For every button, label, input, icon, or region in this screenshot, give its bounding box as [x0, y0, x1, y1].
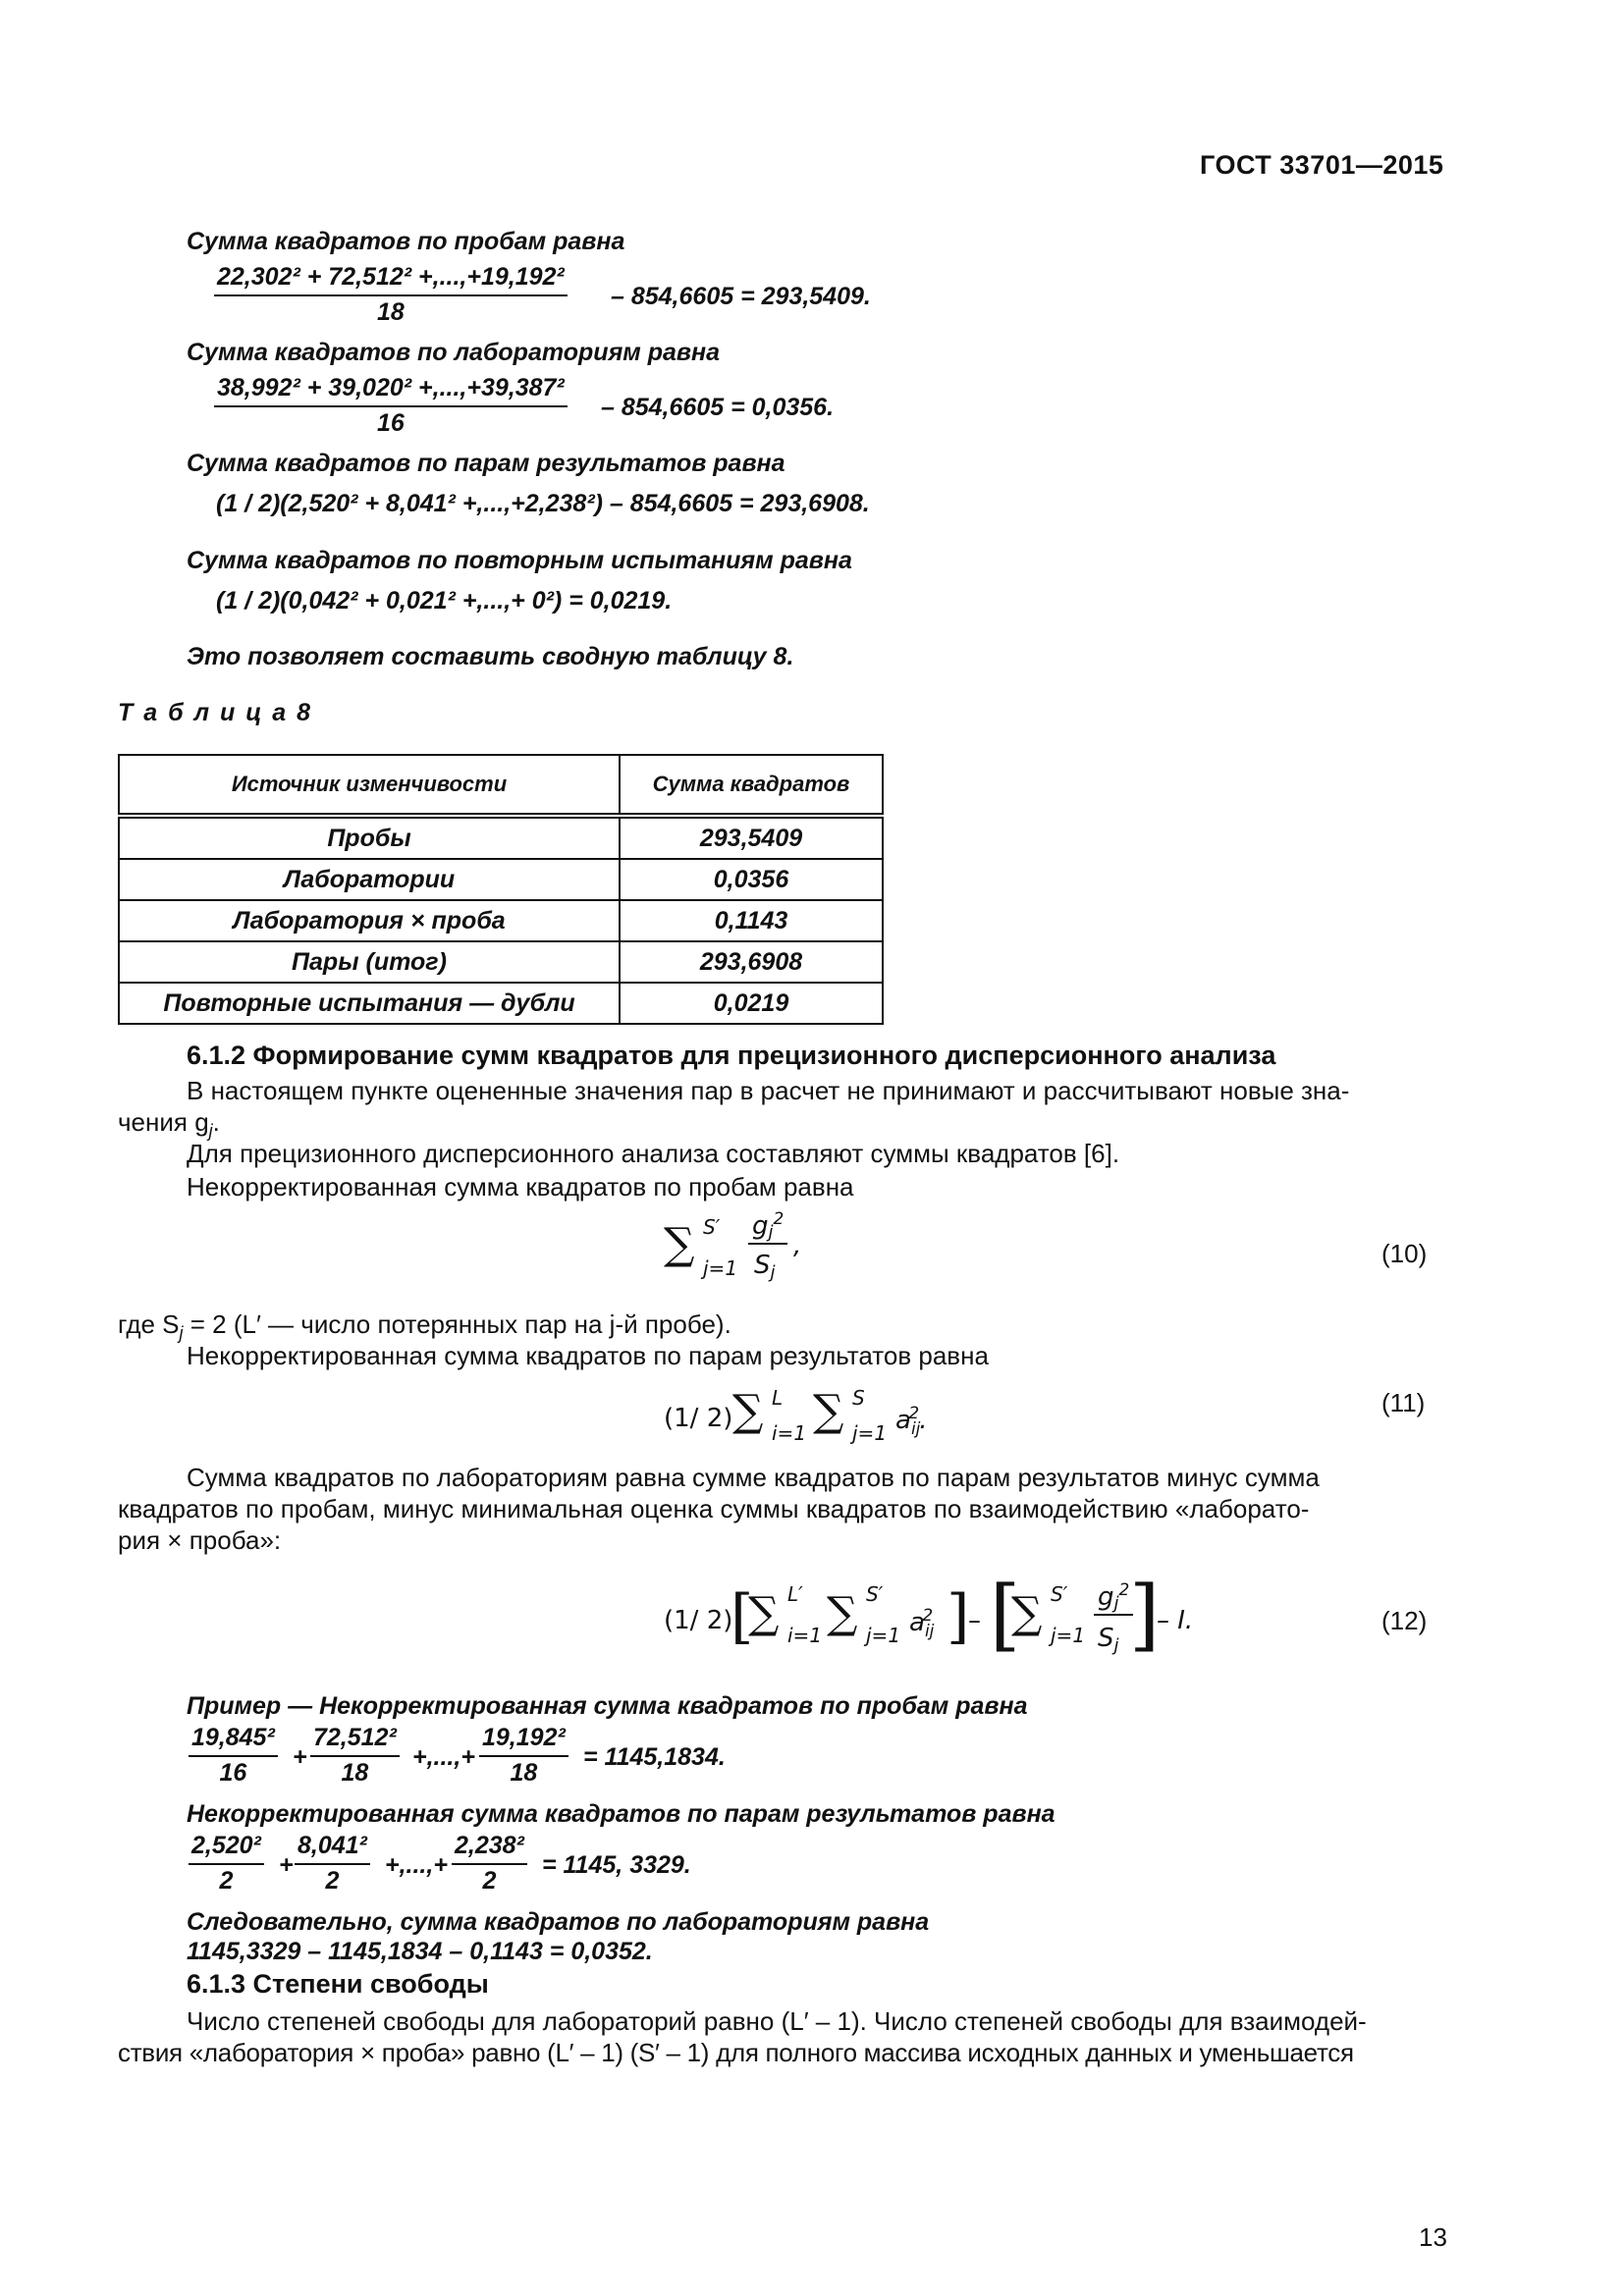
fraction	[189, 1832, 264, 1896]
fraction-numerator: 19,845²	[189, 1724, 278, 1757]
paragraph-line: Для прецизионного дисперсионного анализа составляют суммы квадратов [6].	[187, 1139, 1120, 1168]
labs-fraction	[214, 374, 568, 438]
fraction-denominator: 2	[482, 1867, 497, 1895]
equation-11: (1/ 2) ∑ L i=1 ∑ S j=1 $a_{ij}^2$.	[664, 1386, 928, 1445]
paragraph-line	[118, 1309, 731, 1344]
paragraph-line: ствия «лаборатория × проба» равно (L′ – 1) (S′ – 1) для полного массива исходных данных и уменьшается	[118, 2038, 1354, 2067]
fraction	[479, 1724, 568, 1788]
labs-label: Сумма квадратов по лабораториям равна	[187, 339, 721, 366]
equation-number: (12)	[1381, 1606, 1428, 1635]
cell-value: 293,5409	[620, 816, 883, 859]
paragraph-line: Число степеней свободы для лабораторий равно (L′ – 1). Число степеней свободы для взаимодей-	[187, 2006, 1367, 2036]
column-header-source: Источник изменчивости	[119, 755, 620, 816]
fraction-numerator: 72,512²	[310, 1724, 400, 1757]
example-label: Следовательно, сумма квадратов по лабораториям равна	[187, 1908, 930, 1936]
paragraph-line	[118, 1107, 220, 1142]
fraction	[310, 1724, 400, 1788]
cell-value: 0,0356	[620, 859, 883, 900]
fraction-denominator: 2	[325, 1867, 340, 1895]
document-number: ГОСТ 33701—2015	[1200, 150, 1444, 180]
table-row	[119, 983, 883, 1024]
paragraph-line: Сумма квадратов по лабораториям равна сумме квадратов по парам результатов минус сумма	[187, 1463, 1320, 1492]
fraction-denominator: 18	[376, 298, 405, 326]
cell-source: Повторные испытания — дубли	[119, 983, 620, 1024]
cell-source: Лаборатории	[119, 859, 620, 900]
fraction-numerator: 22,302² + 72,512² +,...,+19,192²	[214, 263, 568, 296]
section-heading-6-1-3: 6.1.3 Степени свободы	[187, 1969, 489, 1999]
conclusion-text: Это позволяет составить сводную таблицу 8.	[187, 643, 794, 670]
cell-source: Пробы	[119, 816, 620, 859]
samples-label: Сумма квадратов по пробам равна	[187, 228, 625, 255]
paragraph-line: рия × проба»:	[118, 1525, 282, 1555]
example-label: Некорректированная сумма квадратов по парам результатов равна	[187, 1800, 1056, 1828]
text-fragment: .	[212, 1107, 220, 1137]
fraction-numerator: 2,238²	[452, 1832, 527, 1865]
table-row	[119, 941, 883, 983]
subscript: j	[208, 1121, 213, 1142]
example-result: 1145,3329 – 1145,1834 – 0,1143 = 0,0352.	[187, 1938, 653, 1965]
table-row	[119, 900, 883, 941]
fraction-denominator: 18	[341, 1759, 369, 1787]
pairs-label: Сумма квадратов по парам результатов равна	[187, 450, 785, 477]
fraction-denominator: 18	[510, 1759, 538, 1787]
fraction-numerator: 19,192²	[479, 1724, 568, 1757]
text-fragment: чения g	[118, 1107, 209, 1137]
fraction-denominator: 16	[376, 409, 405, 437]
pairs-expression: (1 / 2)(2,520² + 8,041² +,...,+2,238²) – 854,6605 = 293,6908.	[216, 490, 870, 517]
paragraph-line: В настоящем пункте оцененные значения пар в расчет не принимают и рассчитывают новые зна-	[187, 1076, 1350, 1105]
fraction-numerator: 8,041²	[295, 1832, 370, 1865]
cell-source: Пары (итог)	[119, 941, 620, 983]
fraction-denominator: 16	[219, 1759, 247, 1787]
equation-number: (11)	[1381, 1388, 1426, 1417]
example-label: Пример — Некорректированная сумма квадратов по пробам равна	[187, 1692, 1028, 1720]
table-8	[118, 754, 884, 1025]
column-header-sum: Сумма квадратов	[620, 755, 883, 816]
text-fragment: где S	[118, 1309, 180, 1339]
equation-10: ∑ S′ j=1 $gj^2$ Sj ,	[664, 1209, 802, 1283]
samples-fraction	[214, 263, 568, 327]
fraction-numerator: 38,992² + 39,020² +,...,+39,387²	[214, 374, 568, 407]
labs-result: – 854,6605 = 0,0356.	[601, 394, 835, 421]
fraction-denominator: 2	[219, 1867, 234, 1895]
table-row	[119, 816, 883, 859]
cell-value: 0,1143	[620, 900, 883, 941]
cell-value: 0,0219	[620, 983, 883, 1024]
equation-12: (1/ 2) [ ∑ L′ i=1 ∑ S′ j=1 $a_{ij}^2$ ] – [ ∑ S′ j=1 $gj^2$	[664, 1569, 1135, 1677]
samples-result: – 854,6605 = 293,5409.	[611, 283, 871, 310]
table-caption: Т а б л и ц а 8	[118, 699, 313, 726]
equation-number: (10)	[1381, 1239, 1428, 1268]
section-heading-6-1-2: 6.1.2 Формирование сумм квадратов для прецизионного дисперсионного анализа	[187, 1041, 1276, 1070]
example-result: = 1145, 3329.	[542, 1851, 691, 1879]
cell-source: Лаборатория × проба	[119, 900, 620, 941]
text-fragment: = 2 (L′ — число потерянных пар на j-й пробе).	[183, 1309, 731, 1339]
subscript: j	[179, 1323, 184, 1344]
cell-value: 293,6908	[620, 941, 883, 983]
table-row	[119, 859, 883, 900]
paragraph-line: Некорректированная сумма квадратов по парам результатов равна	[187, 1341, 989, 1370]
fraction	[189, 1724, 278, 1788]
paragraph-line: Некорректированная сумма квадратов по пробам равна	[187, 1172, 854, 1201]
page-number: 13	[1419, 2222, 1447, 2252]
fraction	[452, 1832, 527, 1896]
paragraph-line: квадратов по пробам, минус минимальная оценка суммы квадратов по взаимодействию «лаборато-	[118, 1494, 1310, 1523]
repeat-expression: (1 / 2)(0,042² + 0,021² +,...,+ 0²) = 0,0219.	[216, 587, 673, 614]
fraction-numerator: 2,520²	[189, 1832, 264, 1865]
fraction	[295, 1832, 370, 1896]
repeat-label: Сумма квадратов по повторным испытаниям равна	[187, 547, 852, 574]
example-result: = 1145,1834.	[583, 1743, 726, 1771]
